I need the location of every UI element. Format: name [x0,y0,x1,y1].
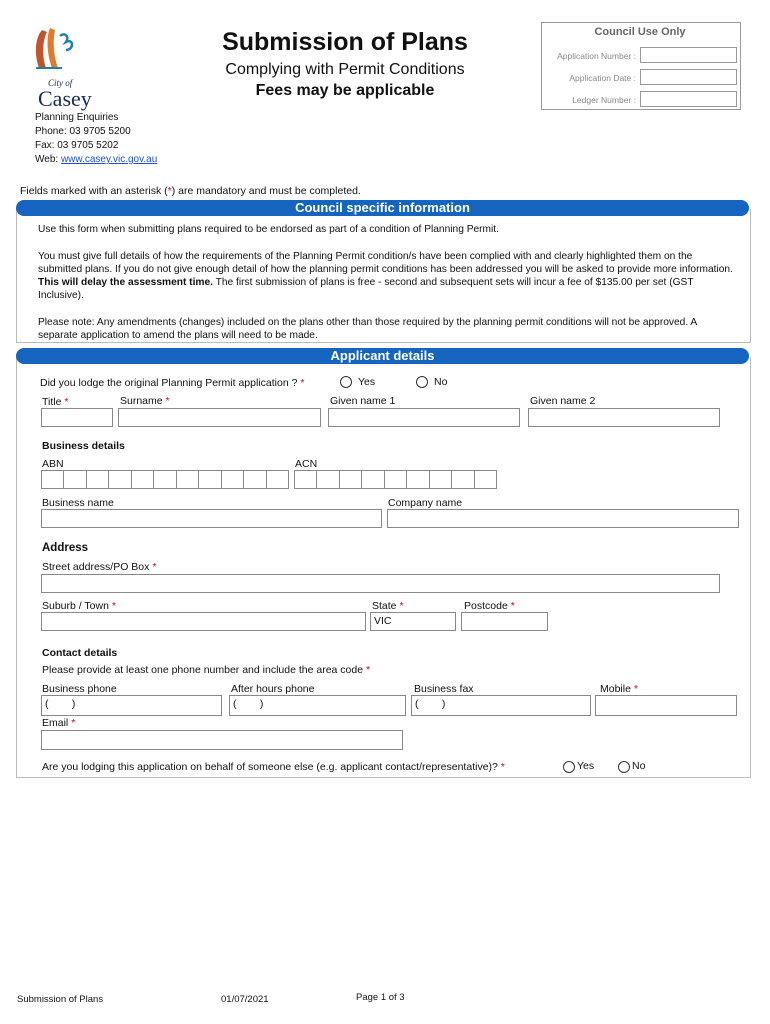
acn-input[interactable] [294,470,497,489]
ledger-number-field[interactable] [640,91,737,107]
page-title: Submission of Plans [222,28,468,56]
company-name-label: Company name [388,497,463,509]
application-number-field[interactable] [640,47,737,63]
page-subtitle: Complying with Permit Conditions [225,61,465,78]
postcode-label: Postcode * [464,600,515,612]
lodge-yes-label: Yes [358,376,376,388]
mobile-input[interactable] [595,695,737,716]
fees-notice: Fees may be applicable [255,82,435,99]
address-heading: Address [42,542,89,554]
footer-page: Page 1 of 3 [356,992,405,1003]
business-details-heading: Business details [42,440,125,452]
lodge-yes-radio[interactable] [340,376,352,388]
mobile-label: Mobile * [600,683,638,695]
application-date-label: Application Date : [569,73,636,83]
lodge-no-radio[interactable] [416,376,428,388]
business-name-input[interactable] [41,509,382,528]
surname-input[interactable] [118,408,321,427]
street-input[interactable] [41,574,720,593]
business-phone-label: Business phone [42,683,117,695]
business-phone-input[interactable]: ( ) [41,695,222,716]
state-input[interactable]: VIC [370,612,456,631]
email-input[interactable] [41,730,403,750]
application-number-label: Application Number : [557,51,636,61]
web-label: Web: [35,154,61,165]
logo-casey-text: Casey [38,86,92,111]
contact-phone: Phone: 03 9705 5200 [35,126,131,137]
phone-note: Please provide at least one phone number and include the area code * [42,664,371,676]
behalf-yes-radio[interactable] [563,761,575,773]
business-fax-label: Business fax [414,683,474,695]
web-link[interactable]: www.casey.vic.gov.au [60,154,158,165]
ledger-number-label: Ledger Number : [572,95,636,105]
company-name-input[interactable] [387,509,739,528]
behalf-no-radio[interactable] [618,761,630,773]
behalf-yes-label: Yes [577,760,595,772]
surname-label: Surname * [120,395,170,407]
footer-form-name: Submission of Plans [17,994,104,1005]
given2-input[interactable] [528,408,720,427]
application-date-field[interactable] [640,69,737,85]
council-info-p1: Use this form when submitting plans required to be endorsed as part of a condition of Planning Permit. [38,224,499,235]
council-info-p3: Please note: Any amendments (changes) included on the plans other than those required by the planning permit conditions will not be approved. A separate application to amend the plans will need to be made. [38,317,697,341]
contact-web [35,154,157,165]
contact-fax: Fax: 03 9705 5202 [35,140,119,151]
logo-city-text: City of [48,78,73,88]
abn-label: ABN [42,458,64,470]
footer-date: 01/07/2021 [221,994,269,1005]
behalf-no-label: No [632,760,646,772]
business-name-label: Business name [42,497,114,509]
state-label: State * [372,600,404,612]
postcode-input[interactable] [461,612,548,631]
council-info-heading: Council specific information [16,200,749,216]
business-fax-input[interactable]: ( ) [411,695,591,716]
abn-input[interactable] [41,470,289,489]
applicant-heading: Applicant details [16,348,749,364]
email-label: Email * [42,717,76,729]
suburb-label: Suburb / Town * [42,600,116,612]
given1-label: Given name 1 [330,395,396,407]
after-hours-input[interactable]: ( ) [229,695,406,716]
given2-label: Given name 2 [530,395,596,407]
acn-label: ACN [295,458,318,470]
street-label: Street address/PO Box * [42,561,157,573]
after-hours-label: After hours phone [231,683,315,695]
title-input[interactable] [41,408,113,427]
behalf-question: Are you lodging this application on behalf of someone else (e.g. applicant contact/representative)? * [42,761,505,773]
contact-details-heading: Contact details [42,647,118,659]
council-info-p2: You must give full details of how the requirements of the Planning Permit condition/s have been complied with and clearly highlighted them on the submitted plans. If you do not give enough detail of how the planning permit conditions has been addressed you will be asked to provide more information. This will delay the assessment time. The first submission of plans is free - second and subsequent sets will incur a fee of $135.00 per set (GST Inclusive). [38,251,733,301]
lodge-no-label: No [434,376,448,388]
planning-enquiries: Planning Enquiries [35,112,119,123]
lodge-question: Did you lodge the original Planning Permit application ? * [40,377,305,389]
suburb-input[interactable] [41,612,366,631]
council-use-title: Council Use Only [594,26,686,38]
given1-input[interactable] [328,408,520,427]
mandatory-note: Fields marked with an asterisk (*) are mandatory and must be completed. [20,185,361,197]
title-label: Title * [42,396,69,408]
